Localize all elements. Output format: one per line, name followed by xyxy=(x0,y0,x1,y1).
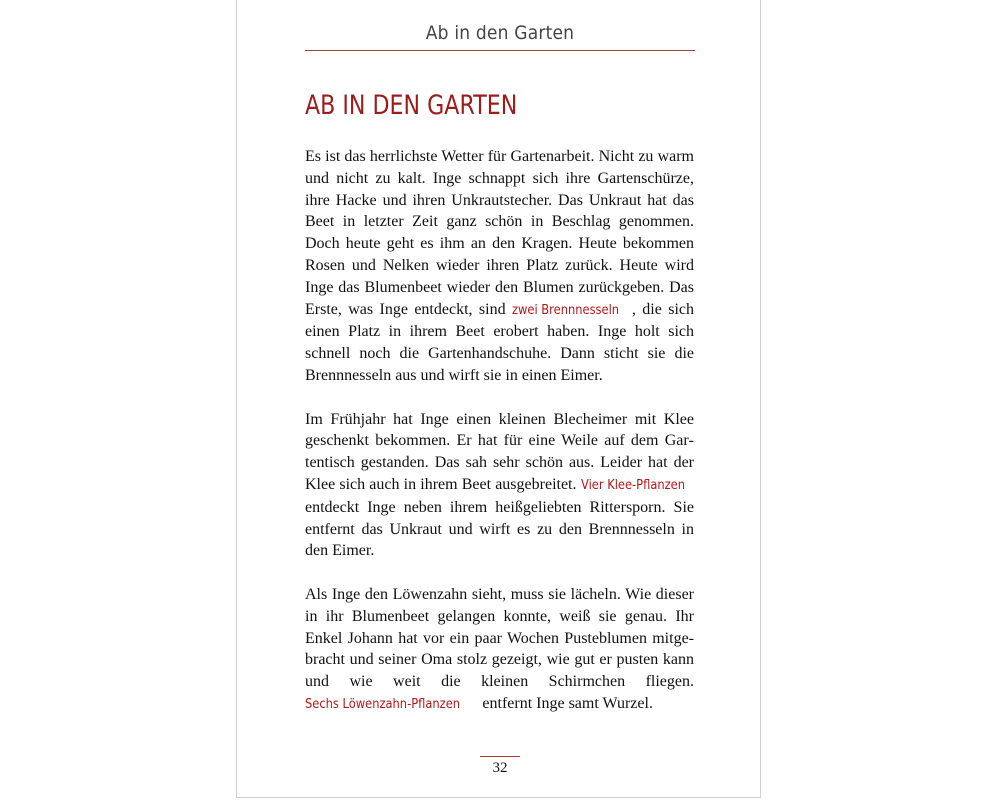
paragraph-3-text-before: Als Inge den Löwenzahn sieht, muss sie lächeln. Wie dieser in ihr Blumenbeet gelangen konnte, weiß sie genau. Ihr Enkel Johann hat vor ein paar Wochen Pusteblumen mitgebracht und seiner Oma stolz gezeigt, wie gut er pusten kann und wie weit die kleinen Schirmchen fliegen. xyxy=(305,585,694,691)
paragraph-2 xyxy=(305,409,694,563)
paragraph-3-text-after: entfernt Inge samt Wurzel. xyxy=(478,694,653,712)
chapter-title: AB IN DEN GARTEN xyxy=(305,90,518,121)
running-head: Ab in den Garten xyxy=(425,22,575,44)
body-text xyxy=(305,146,694,738)
highlight-vier-klee-pflanzen: Vier Klee-Pflanzen xyxy=(580,476,685,493)
paragraph-2-text-after: entdeckt Inge neben ihrem heißgeliebten Rittersporn. Sie entfernt das Unkraut und wirft es zu den Brennnesseln in den Eimer. xyxy=(305,498,694,560)
paragraph-1 xyxy=(305,146,694,387)
paragraph-3 xyxy=(305,584,694,716)
highlight-sechs-loewenzahn-pflanzen: Sechs Löwenzahn-Pflanzen xyxy=(305,695,461,712)
page-number: 32 xyxy=(492,760,508,776)
paragraph-2-text-before: Im Frühjahr hat Inge einen kleinen Blecheimer mit Klee geschenkt bekommen. Er hat für eine Weile auf dem Gartentisch gestanden. Das sah sehr schön aus. Leider hat der Klee sich auch in ihrem Beet ausgebreitet. xyxy=(305,410,694,493)
paragraph-1-text-after: , die sich einen Platz in ihrem Beet erobert haben. Inge holt sich schnell noch die Gartenhandschuhe. Dann sticht sie die Brennnesseln aus und wirft sie in einen Eimer. xyxy=(305,300,694,384)
folio-rule xyxy=(480,756,520,757)
highlight-zwei-brennnesseln: zwei Brennnesseln xyxy=(511,301,620,318)
paragraph-1-text-before: Es ist das herrlichste Wetter für Gartenarbeit. Nicht zu warm und nicht zu kalt. Inge schnappt sich ihre Gartenschürze, ihre Hacke und ihren Unkrautstecher. Das Unkraut hat das Beet in letzter Zeit ganz schön in Beschlag genommen. Doch heute geht es ihm an den Kragen. Heute bekommen Rosen und Nelken wieder ihren Platz zurück. Heute wird Inge das Blumenbeet wieder den Blumen zurückgeben. Das Erste, was Inge entdeckt, sind xyxy=(305,148,694,318)
header-rule xyxy=(305,50,695,51)
